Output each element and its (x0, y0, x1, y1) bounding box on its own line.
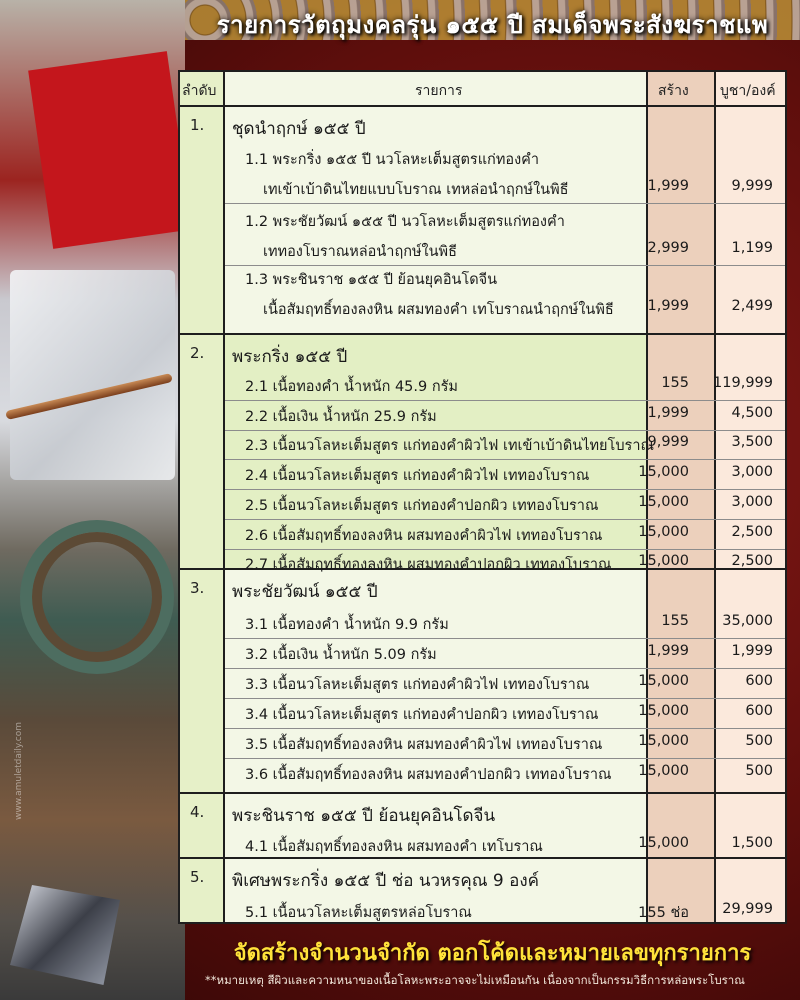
quantity-cell: 1,999 (647, 298, 689, 314)
item-description: 3.5 เนื้อสัมฤทธิ์ทองลงหิน ผสมทองคำผิวไฟ เททองโบราณ (245, 737, 603, 753)
group-title: พระชินราช ๑๕๕ ปี ย้อนยุคอินโดจีน (232, 806, 496, 826)
quantity-cell: 15,000 (638, 835, 689, 851)
watermark: www.amuletdaily.com (14, 721, 24, 820)
group-number: 2. (190, 344, 205, 362)
item-description: 1.1 พระกริ่ง ๑๕๕ ปี นวโลหะเต็มสูตรแก่ทองคำ (245, 152, 540, 168)
table-row (225, 830, 785, 860)
table-group (180, 794, 785, 859)
item-description: 2.3 เนื้อนวโลหะเต็มสูตร แก่ทองคำผิวไฟ เทเข้าเบ้าดินไทยโบราณ (245, 438, 654, 454)
table-row (225, 896, 785, 926)
table-header (180, 72, 785, 107)
item-description: 2.1 เนื้อทองคำ น้ำหนัก 45.9 กรัม (245, 379, 458, 395)
price-cell: 500 (745, 763, 773, 779)
table-row (225, 459, 785, 489)
table-row (225, 400, 785, 430)
table-group (180, 107, 785, 335)
item-description: 2.6 เนื้อสัมฤทธิ์ทองลงหิน ผสมทองคำผิวไฟ เททองโบราณ (245, 528, 603, 544)
table-row (225, 263, 785, 323)
price-cell: 600 (745, 673, 773, 689)
table-row (225, 370, 785, 400)
quantity-cell: 15,000 (638, 763, 689, 779)
table-row (225, 143, 785, 203)
bronze-rings-photo (20, 520, 174, 674)
table-row (225, 519, 785, 549)
table-row (225, 698, 785, 728)
header-price: บูชา/องค์ (720, 83, 776, 99)
quantity-cell: 15,000 (638, 494, 689, 510)
item-description: 3.1 เนื้อทองคำ น้ำหนัก 9.9 กรัม (245, 617, 449, 633)
price-cell: 9,999 (731, 178, 773, 194)
item-description: 3.6 เนื้อสัมฤทธิ์ทองลงหิน ผสมทองคำปอกผิว เททองโบราณ (245, 767, 612, 783)
price-cell: 3,500 (731, 434, 773, 450)
group-title: พระกริ่ง ๑๕๕ ปี (232, 347, 348, 367)
quantity-cell: 15,000 (638, 673, 689, 689)
item-description: 4.1 เนื้อสัมฤทธิ์ทองลงหิน ผสมทองคำ เทโบราณ (245, 839, 543, 855)
price-cell: 29,999 (722, 901, 773, 917)
price-cell: 500 (745, 733, 773, 749)
red-card-photo (28, 51, 185, 249)
price-cell: 2,499 (731, 298, 773, 314)
table-row (225, 638, 785, 668)
header-no: ลำดับ (182, 83, 217, 99)
price-cell: 119,999 (713, 375, 773, 391)
group-title: ชุดนำฤกษ์ ๑๕๕ ปี (232, 119, 366, 139)
quantity-cell: 1,999 (647, 643, 689, 659)
quantity-cell: 155 (661, 375, 689, 391)
item-description: 3.3 เนื้อนวโลหะเต็มสูตร แก่ทองคำผิวไฟ เททองโบราณ (245, 677, 590, 693)
item-description: 2.4 เนื้อนวโลหะเต็มสูตร แก่ทองคำผิวไฟ เททองโบราณ (245, 468, 590, 484)
footer-headline: จัดสร้างจำนวนจำกัด ตอกโค้ดและหมายเลขทุกรายการ (233, 941, 752, 966)
item-description: 1.2 พระชัยวัฒน์ ๑๕๕ ปี นวโลหะเต็มสูตรแก่ทองคำ (245, 214, 565, 230)
price-cell: 3,000 (731, 464, 773, 480)
quantity-cell: 15,000 (638, 703, 689, 719)
item-description-continued: เททองโบราณหล่อนำฤกษ์ในพิธี (263, 244, 457, 260)
price-cell: 35,000 (722, 613, 773, 629)
table-row (225, 728, 785, 758)
group-number: 5. (190, 868, 205, 886)
price-table (178, 70, 787, 924)
quantity-cell: 15,000 (638, 733, 689, 749)
table-row (225, 668, 785, 698)
amulet-materials-photo (0, 0, 185, 1000)
metal-ore-photo (10, 885, 120, 985)
quantity-cell: 15,000 (638, 524, 689, 540)
group-title: พระชัยวัฒน์ ๑๕๕ ปี (232, 582, 378, 602)
group-number: 1. (190, 116, 205, 134)
price-cell: 600 (745, 703, 773, 719)
quantity-cell: 15,000 (638, 464, 689, 480)
quantity-cell: 2,999 (647, 240, 689, 256)
header-item: รายการ (415, 83, 463, 99)
table-group (180, 859, 785, 924)
group-number: 3. (190, 579, 205, 597)
table-row (225, 489, 785, 519)
item-description: 3.4 เนื้อนวโลหะเต็มสูตร แก่ทองคำปอกผิว เททองโบราณ (245, 707, 599, 723)
table-row (225, 429, 785, 459)
table-row (225, 205, 785, 265)
price-cell: 1,199 (731, 240, 773, 256)
table-group (180, 335, 785, 573)
quantity-cell: 15,000 (638, 553, 689, 569)
item-description: 1.3 พระชินราช ๑๕๕ ปี ย้อนยุคอินโดจีน (245, 272, 498, 288)
page-title: รายการวัตถุมงคลรุ่น ๑๕๕ ปี สมเด็จพระสังฆราชแพ (216, 11, 769, 39)
price-cell: 1,500 (731, 835, 773, 851)
header-qty: สร้าง (658, 83, 689, 99)
item-description: 5.1 เนื้อนวโลหะเต็มสูตรหล่อโบราณ (245, 905, 472, 921)
footer-note: **หมายเหตุ สีผิวและความหนาของเนื้อโลหะพระอาจจะไม่เหมือนกัน เนื่องจากเป็นกรรมวิธีการหล่อพระโบราณ (205, 973, 745, 987)
table-row (225, 758, 785, 788)
table-group (180, 570, 785, 794)
group-number: 4. (190, 803, 205, 821)
price-cell: 2,500 (731, 553, 773, 569)
quantity-cell: 1,999 (647, 405, 689, 421)
item-description: 3.2 เนื้อเงิน น้ำหนัก 5.09 กรัม (245, 647, 437, 663)
price-cell: 3,000 (731, 494, 773, 510)
plastic-bag-photo (10, 270, 175, 480)
price-cell: 1,999 (731, 643, 773, 659)
quantity-cell: 155 (661, 613, 689, 629)
price-cell: 4,500 (731, 405, 773, 421)
row-divider (225, 203, 785, 204)
group-title: พิเศษพระกริ่ง ๑๕๕ ปี ช่อ นวหรคุณ 9 องค์ (232, 871, 540, 891)
item-description: 2.5 เนื้อนวโลหะเต็มสูตร แก่ทองคำปอกผิว เททองโบราณ (245, 498, 599, 514)
quantity-cell: 155 ช่อ (638, 905, 689, 921)
item-description-continued: เทเข้าเบ้าดินไทยแบบโบราณ เทหล่อนำฤกษ์ในพิธี (263, 182, 569, 198)
price-cell: 2,500 (731, 524, 773, 540)
quantity-cell: 1,999 (647, 178, 689, 194)
item-description: 2.7 เนื้อสัมฤทธิ์ทองลงหิน ผสมทองคำปอกผิว เททองโบราณ (245, 557, 612, 573)
quantity-cell: 9,999 (647, 434, 689, 450)
table-row (225, 608, 785, 638)
item-description-continued: เนื้อสัมฤทธิ์ทองลงหิน ผสมทองคำ เทโบราณนำฤกษ์ในพิธี (263, 302, 614, 318)
item-description: 2.2 เนื้อเงิน น้ำหนัก 25.9 กรัม (245, 409, 437, 425)
